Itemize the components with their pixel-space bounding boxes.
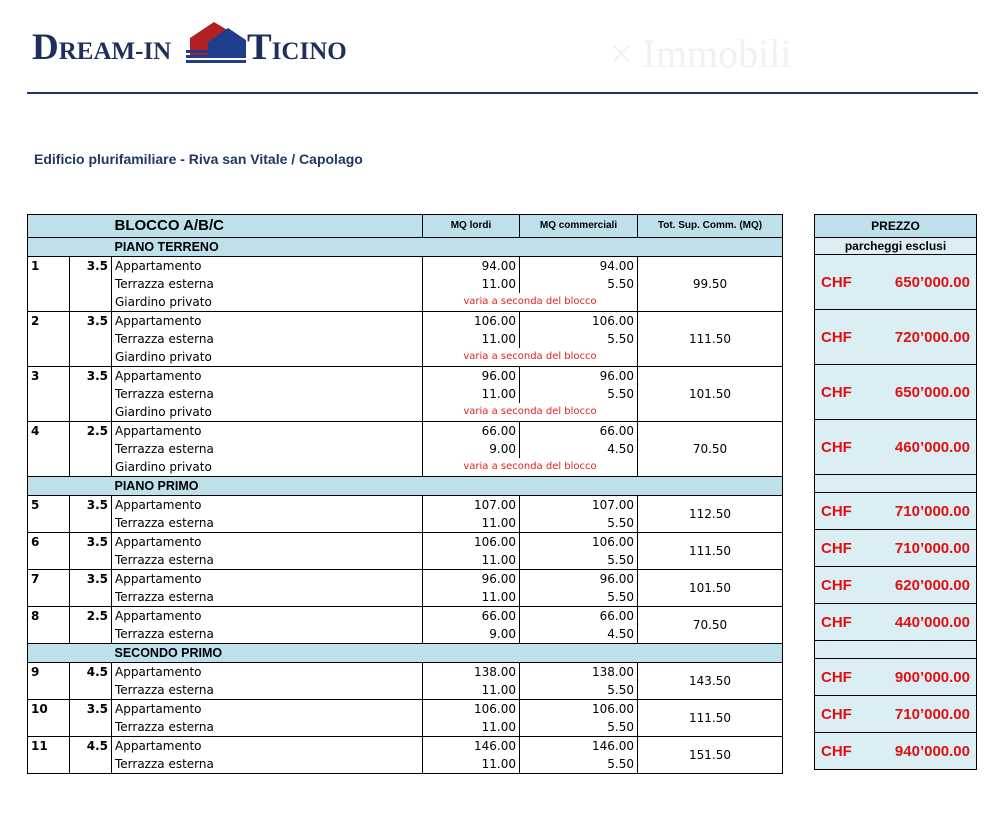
unit-number: 8 [28, 607, 70, 644]
unit-number: 6 [28, 533, 70, 570]
table-row [28, 663, 783, 682]
mq-lordi-cell: 11.00 [423, 514, 520, 533]
unit-rooms: 3.5 [70, 496, 112, 533]
mq-commerciali-cell: 66.00 [520, 607, 638, 626]
tot-sup-cell: 151.50 [638, 737, 783, 774]
mq-lordi-cell: 138.00 [423, 663, 520, 682]
price-currency: CHF [821, 539, 852, 557]
table-header-row [28, 215, 783, 238]
unit-rooms: 2.5 [70, 422, 112, 477]
table-row [28, 496, 783, 515]
price-amount: 710’000.00 [894, 502, 970, 520]
price-amount: 650’000.00 [894, 273, 970, 291]
mq-lordi-cell: 11.00 [423, 681, 520, 700]
mq-lordi-cell: 107.00 [423, 496, 520, 515]
price-currency: CHF [821, 328, 852, 346]
price-amount: 710’000.00 [894, 539, 970, 557]
unit-number: 1 [28, 257, 70, 312]
price-currency: CHF [821, 383, 852, 401]
tot-sup-cell: 111.50 [638, 700, 783, 737]
row-label: Giardino privato [112, 293, 423, 312]
mq-lordi-cell: 96.00 [423, 367, 520, 386]
price-currency: CHF [821, 705, 852, 723]
mq-lordi-cell: 11.00 [423, 718, 520, 737]
mq-commerciali-cell: 5.50 [520, 275, 638, 293]
price-cell [815, 733, 977, 770]
tot-sup-cell: 70.50 [638, 607, 783, 644]
unit-number: 9 [28, 663, 70, 700]
row-label: Terrazza esterna [112, 551, 423, 570]
mq-commerciali-cell: 106.00 [520, 312, 638, 331]
table-row [28, 367, 783, 386]
row-label: Appartamento [112, 607, 423, 626]
mq-commerciali-cell: 106.00 [520, 700, 638, 719]
unit-number: 11 [28, 737, 70, 774]
mq-lordi-cell: 11.00 [423, 385, 520, 403]
unit-rooms: 4.5 [70, 663, 112, 700]
mq-commerciali-cell: 5.50 [520, 718, 638, 737]
mq-commerciali-cell: 5.50 [520, 588, 638, 607]
mq-commerciali-cell: 4.50 [520, 625, 638, 644]
price-amount: 720’000.00 [894, 328, 970, 346]
price-currency: CHF [821, 742, 852, 760]
row-label: Terrazza esterna [112, 275, 423, 293]
row-label: Appartamento [112, 700, 423, 719]
unit-rooms: 3.5 [70, 570, 112, 607]
note-varia: varia a seconda del blocco [423, 348, 638, 367]
price-gap [815, 641, 977, 659]
col-header-mq-commerciali: MQ commerciali [520, 215, 638, 238]
price-gap [815, 475, 977, 493]
tot-sup-cell: 101.50 [638, 570, 783, 607]
unit-number: 7 [28, 570, 70, 607]
row-label: Appartamento [112, 312, 423, 331]
row-label: Terrazza esterna [112, 514, 423, 533]
table-row [28, 312, 783, 331]
logo-text-dream-in: DREAM-IN [32, 27, 172, 68]
price-amount: 710’000.00 [894, 705, 970, 723]
section-row [28, 477, 783, 496]
note-varia: varia a seconda del blocco [423, 293, 638, 312]
unit-rooms: 2.5 [70, 607, 112, 644]
row-label: Terrazza esterna [112, 440, 423, 458]
tot-sup-cell: 101.50 [638, 367, 783, 422]
section-row [28, 644, 783, 663]
mq-lordi-cell: 146.00 [423, 737, 520, 756]
section-title: SECONDO PRIMO [112, 644, 783, 663]
price-currency: CHF [821, 613, 852, 631]
price-amount: 460’000.00 [894, 438, 970, 456]
price-cell [815, 365, 977, 420]
row-label: Appartamento [112, 533, 423, 552]
mq-lordi-cell: 11.00 [423, 588, 520, 607]
mq-lordi-cell: 106.00 [423, 700, 520, 719]
mq-commerciali-cell: 66.00 [520, 422, 638, 441]
unit-rooms: 4.5 [70, 737, 112, 774]
mq-lordi-cell: 96.00 [423, 570, 520, 589]
section-title: PIANO TERRENO [112, 238, 783, 257]
price-panel [814, 214, 977, 770]
mq-commerciali-cell: 107.00 [520, 496, 638, 515]
price-currency: CHF [821, 576, 852, 594]
mq-lordi-cell: 9.00 [423, 440, 520, 458]
table-row [28, 533, 783, 552]
price-amount: 940’000.00 [894, 742, 970, 760]
unit-number: 4 [28, 422, 70, 477]
unit-number: 5 [28, 496, 70, 533]
house-logo-icon [184, 16, 252, 66]
table-row [28, 570, 783, 589]
row-label: Terrazza esterna [112, 588, 423, 607]
price-amount: 900’000.00 [894, 668, 970, 686]
apartments-table [27, 214, 783, 774]
mq-commerciali-cell: 146.00 [520, 737, 638, 756]
price-currency: CHF [821, 502, 852, 520]
row-label: Terrazza esterna [112, 625, 423, 644]
unit-number: 3 [28, 367, 70, 422]
mq-lordi-cell: 106.00 [423, 312, 520, 331]
table-row [28, 700, 783, 719]
price-cell [815, 604, 977, 641]
price-amount: 650’000.00 [894, 383, 970, 401]
row-label: Appartamento [112, 257, 423, 276]
block-title: BLOCCO A/B/C [112, 215, 423, 238]
mq-lordi-cell: 11.00 [423, 551, 520, 570]
tot-sup-cell: 70.50 [638, 422, 783, 477]
price-header: PREZZO [815, 215, 977, 238]
logo-text-ticino: TICINO [247, 27, 347, 68]
mq-commerciali-cell: 138.00 [520, 663, 638, 682]
table-row [28, 422, 783, 441]
note-varia: varia a seconda del blocco [423, 458, 638, 477]
mq-commerciali-cell: 5.50 [520, 551, 638, 570]
col-header-tot-sup: Tot. Sup. Comm. (MQ) [638, 215, 783, 238]
unit-rooms: 3.5 [70, 367, 112, 422]
mq-commerciali-cell: 96.00 [520, 367, 638, 386]
mq-lordi-cell: 106.00 [423, 533, 520, 552]
price-cell [815, 493, 977, 530]
page-subtitle: Edificio plurifamiliare - Riva san Vitale / Capolago [34, 151, 363, 167]
col-header-mq-lordi: MQ lordi [423, 215, 520, 238]
row-label: Terrazza esterna [112, 718, 423, 737]
price-currency: CHF [821, 668, 852, 686]
price-amount: 440’000.00 [894, 613, 970, 631]
mq-lordi-cell: 11.00 [423, 330, 520, 348]
price-cell [815, 567, 977, 604]
section-row [28, 238, 783, 257]
mq-commerciali-cell: 96.00 [520, 570, 638, 589]
mq-commerciali-cell: 5.50 [520, 385, 638, 403]
row-label: Terrazza esterna [112, 755, 423, 774]
price-cell [815, 420, 977, 475]
mq-lordi-cell: 94.00 [423, 257, 520, 276]
price-cell [815, 310, 977, 365]
row-label: Appartamento [112, 570, 423, 589]
tot-sup-cell: 111.50 [638, 312, 783, 367]
unit-rooms: 3.5 [70, 312, 112, 367]
mq-commerciali-cell: 4.50 [520, 440, 638, 458]
row-label: Appartamento [112, 663, 423, 682]
table-row [28, 257, 783, 276]
price-cell [815, 696, 977, 733]
mq-commerciali-cell: 5.50 [520, 681, 638, 700]
mq-lordi-cell: 11.00 [423, 275, 520, 293]
mq-commerciali-cell: 5.50 [520, 755, 638, 774]
row-label: Giardino privato [112, 403, 423, 422]
unit-number: 2 [28, 312, 70, 367]
mq-lordi-cell: 11.00 [423, 755, 520, 774]
mq-lordi-cell: 66.00 [423, 607, 520, 626]
note-varia: varia a seconda del blocco [423, 403, 638, 422]
tot-sup-cell: 112.50 [638, 496, 783, 533]
price-subtitle: parcheggi esclusi [815, 238, 977, 255]
table-row [28, 737, 783, 756]
price-cell [815, 659, 977, 696]
price-amount: 620’000.00 [894, 576, 970, 594]
row-label: Giardino privato [112, 348, 423, 367]
mq-commerciali-cell: 5.50 [520, 330, 638, 348]
header-divider [27, 92, 978, 94]
mq-lordi-cell: 66.00 [423, 422, 520, 441]
price-currency: CHF [821, 273, 852, 291]
unit-number: 10 [28, 700, 70, 737]
tot-sup-cell: 111.50 [638, 533, 783, 570]
row-label: Appartamento [112, 367, 423, 386]
row-label: Terrazza esterna [112, 330, 423, 348]
price-currency: CHF [821, 438, 852, 456]
mq-commerciali-cell: 5.50 [520, 514, 638, 533]
row-label: Appartamento [112, 737, 423, 756]
price-cell [815, 255, 977, 310]
unit-rooms: 3.5 [70, 533, 112, 570]
row-label: Terrazza esterna [112, 385, 423, 403]
row-label: Appartamento [112, 496, 423, 515]
unit-rooms: 3.5 [70, 257, 112, 312]
unit-rooms: 3.5 [70, 700, 112, 737]
section-title: PIANO PRIMO [112, 477, 783, 496]
watermark: × Immobili [610, 31, 792, 76]
price-cell [815, 530, 977, 567]
row-label: Giardino privato [112, 458, 423, 477]
mq-lordi-cell: 9.00 [423, 625, 520, 644]
table-row [28, 607, 783, 626]
row-label: Terrazza esterna [112, 681, 423, 700]
tot-sup-cell: 99.50 [638, 257, 783, 312]
row-label: Appartamento [112, 422, 423, 441]
mq-commerciali-cell: 94.00 [520, 257, 638, 276]
tot-sup-cell: 143.50 [638, 663, 783, 700]
mq-commerciali-cell: 106.00 [520, 533, 638, 552]
